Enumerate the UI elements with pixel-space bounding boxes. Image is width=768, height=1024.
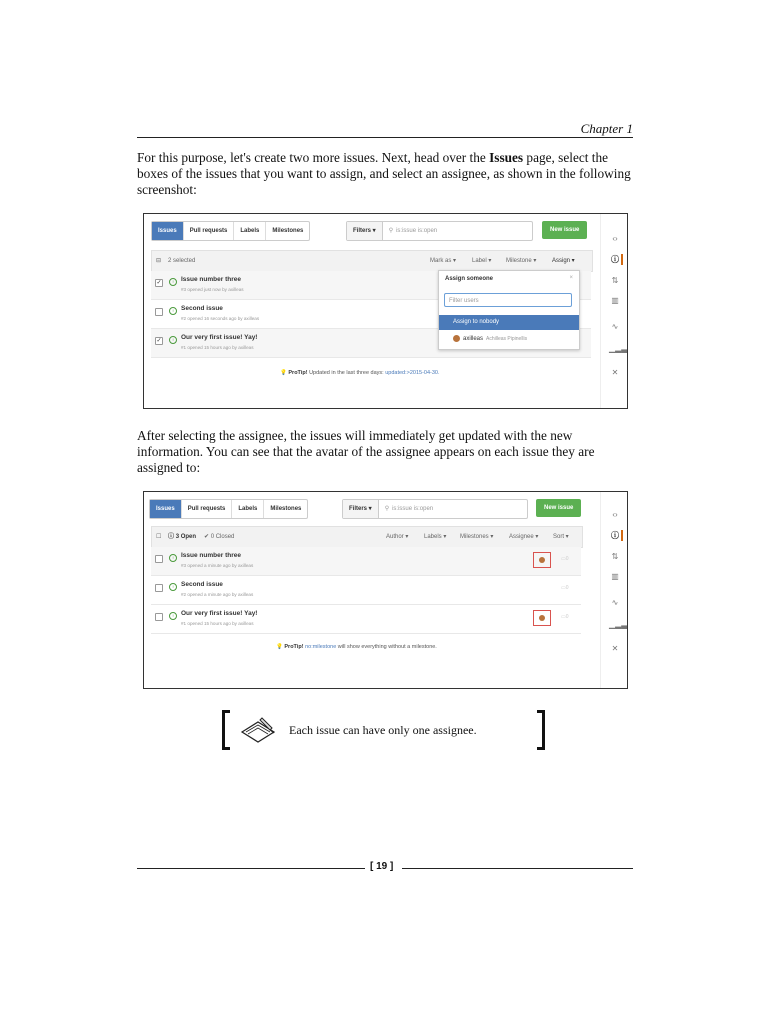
assignee-filter[interactable]: Assignee ▾	[509, 534, 539, 540]
protip-text: will show everything without a milestone.	[336, 644, 437, 650]
pull-request-icon[interactable]: ⇅	[611, 276, 619, 285]
issue-title[interactable]: Issue number three	[181, 552, 241, 559]
close-icon[interactable]: ×	[569, 275, 573, 281]
issue-row[interactable]	[151, 547, 581, 576]
comment-icon: ▭0	[561, 614, 569, 620]
tip-right-bracket	[537, 710, 545, 750]
issues-icon[interactable]: ⓘ	[609, 530, 623, 541]
mark-as-menu[interactable]: Mark as ▾	[430, 258, 457, 264]
screenshot-assign-issues	[143, 213, 628, 409]
protip-text: Updated in the last three days:	[307, 370, 386, 376]
pulse-icon[interactable]: ∿	[611, 598, 619, 607]
issue-title[interactable]: Issue number three	[181, 276, 241, 283]
issues-nav-tabs	[149, 499, 308, 519]
assign-menu[interactable]: Assign ▾	[552, 258, 575, 264]
filter-bar	[342, 499, 528, 519]
issue-checkbox[interactable]	[155, 613, 163, 621]
code-icon[interactable]: ‹›	[612, 234, 618, 243]
search-icon: ⚲	[384, 506, 390, 512]
lightbulb-icon: 💡	[280, 370, 287, 376]
para1-text-after: page, select the boxes of the issues that you want to assign, and select an assignee, as shown in the following screenshot:	[137, 150, 631, 197]
pulse-icon[interactable]: ∿	[611, 322, 619, 331]
wiki-icon[interactable]: ▥	[611, 296, 619, 305]
issues-nav-tabs	[151, 221, 310, 241]
search-input[interactable]	[379, 500, 439, 518]
issue-title[interactable]: Our very first issue! Yay!	[181, 610, 258, 617]
search-placeholder: is:issue is:open	[392, 506, 434, 512]
selected-count: 2 selected	[168, 258, 196, 264]
search-placeholder: is:issue is:open	[396, 228, 438, 234]
protip	[280, 370, 440, 376]
tab-milestones[interactable]: Milestones	[270, 506, 302, 512]
wiki-icon[interactable]: ▥	[611, 572, 619, 581]
select-all-checkbox[interactable]: ⊟	[156, 258, 162, 264]
protip-link[interactable]: updated:>2015-04-30.	[385, 370, 440, 376]
issue-meta: #1 opened 15 hours ago by axilleas	[181, 345, 254, 350]
milestone-menu[interactable]: Milestone ▾	[506, 258, 537, 264]
assignee-full-name: Achilleas Pipinellis	[486, 335, 528, 342]
protip-link[interactable]: no:milestone	[305, 644, 337, 650]
issue-meta: #2 opened a minute ago by axilleas	[181, 592, 254, 597]
assign-to-nobody-label: Assign to nobody	[453, 319, 500, 325]
intro-paragraph	[137, 150, 633, 198]
tab-labels[interactable]: Labels	[232, 500, 264, 518]
assignee-avatar-highlight[interactable]	[533, 552, 551, 568]
sort-menu[interactable]: Sort ▾	[553, 534, 569, 540]
open-issues-icon: ⓘ	[168, 534, 175, 540]
issue-row[interactable]	[151, 576, 581, 605]
avatar	[539, 615, 545, 621]
graphs-icon[interactable]: ▁▂▃	[609, 344, 628, 353]
comment-icon: ▭0	[561, 556, 569, 562]
tab-pull-requests[interactable]: Pull requests	[184, 222, 235, 240]
open-issue-icon: !	[169, 307, 177, 315]
filters-button[interactable]: Filters ▾	[347, 222, 383, 240]
issue-row[interactable]	[151, 605, 581, 634]
chapter-rule	[137, 137, 633, 138]
milestones-filter[interactable]: Milestones ▾	[460, 534, 494, 540]
closed-count[interactable]: ✔ 0 Closed	[204, 534, 235, 540]
repo-sidebar	[600, 492, 627, 688]
dropdown-title: Assign someone	[445, 276, 494, 282]
labels-filter[interactable]: Labels ▾	[424, 534, 447, 540]
footer-rule-left	[137, 868, 365, 869]
assignee-avatar-highlight[interactable]	[533, 610, 551, 626]
issue-meta: #2 opened 16 seconds ago by axilleas	[181, 316, 260, 321]
filter-users-input[interactable]: Filter users	[444, 293, 572, 307]
repo-sidebar	[600, 214, 627, 408]
issue-meta: #1 opened 15 hours ago by axilleas	[181, 621, 254, 626]
tab-pull-requests[interactable]: Pull requests	[182, 500, 233, 518]
open-count-label: 3 Open	[175, 534, 197, 540]
pull-request-icon[interactable]: ⇅	[611, 552, 619, 561]
filter-bar	[346, 221, 533, 241]
code-icon[interactable]: ‹›	[612, 510, 618, 519]
issue-title[interactable]: Our very first issue! Yay!	[181, 334, 258, 341]
open-issue-icon: !	[169, 583, 177, 591]
issue-checkbox[interactable]	[155, 308, 163, 316]
notepad-pen-icon	[238, 714, 278, 746]
filters-button[interactable]: Filters ▾	[343, 500, 379, 518]
open-issue-icon: !	[169, 336, 177, 344]
issue-checkbox[interactable]	[155, 584, 163, 592]
tab-issues[interactable]: Issues	[152, 222, 184, 240]
new-issue-button[interactable]: New issue	[536, 499, 581, 517]
issues-list-header	[151, 250, 593, 272]
screenshot-assigned-issues	[143, 491, 628, 689]
issue-checkbox[interactable]	[155, 555, 163, 563]
issue-title[interactable]: Second issue	[181, 305, 223, 312]
assign-to-nobody-option[interactable]	[439, 315, 579, 330]
chapter-label: Chapter 1	[580, 121, 633, 136]
avatar	[539, 557, 545, 563]
tip-text: Each issue can have only one assignee.	[289, 723, 477, 737]
tab-issues[interactable]: Issues	[150, 500, 182, 518]
assign-dropdown	[438, 270, 580, 350]
assignee-option[interactable]	[453, 335, 527, 342]
open-issue-icon: !	[169, 554, 177, 562]
page-number: [ 19 ]	[370, 861, 394, 872]
open-issue-icon: !	[169, 278, 177, 286]
para1-bold-issues: Issues	[489, 150, 524, 165]
new-issue-button[interactable]: New issue	[542, 221, 587, 239]
result-paragraph: After selecting the assignee, the issues will immediately get updated with the new information. You can see that the avatar of the assignee appears on each issue they are assigned to:	[137, 428, 595, 475]
label-menu[interactable]: Label ▾	[472, 258, 492, 264]
issue-title[interactable]: Second issue	[181, 581, 223, 588]
issue-meta: #3 opened just now by axilleas	[181, 287, 244, 292]
tip-left-bracket	[222, 710, 230, 750]
protip	[276, 644, 437, 650]
issues-icon[interactable]: ⓘ	[609, 254, 623, 265]
search-icon: ⚲	[388, 228, 394, 234]
graphs-icon[interactable]: ▁▂▃	[609, 620, 628, 629]
settings-icon[interactable]: ✕	[611, 368, 619, 377]
assignee-username: axilleas	[463, 335, 484, 342]
lightbulb-icon: 💡	[276, 644, 283, 650]
author-filter[interactable]: Author ▾	[386, 534, 409, 540]
select-all-checkbox[interactable]: ☐	[156, 534, 162, 540]
avatar	[453, 335, 460, 342]
issues-list-header	[151, 526, 583, 548]
comment-icon: ▭0	[561, 585, 569, 591]
issue-meta: #3 opened a minute ago by axilleas	[181, 563, 254, 568]
issue-checkbox[interactable]: ✓	[156, 338, 162, 344]
protip-label: ProTip!	[288, 370, 308, 376]
para1-text-before: For this purpose, let's create two more issues. Next, head over the	[137, 150, 490, 165]
footer-rule-right	[402, 868, 633, 869]
protip-label: ProTip!	[284, 644, 304, 650]
tab-labels[interactable]: Labels	[234, 222, 266, 240]
issue-checkbox[interactable]: ✓	[156, 280, 162, 286]
open-issue-icon: !	[169, 612, 177, 620]
settings-icon[interactable]: ✕	[611, 644, 619, 653]
open-count[interactable]	[168, 527, 196, 547]
tab-milestones[interactable]: Milestones	[272, 228, 304, 234]
search-input[interactable]	[383, 222, 443, 240]
tip-box	[222, 710, 545, 752]
